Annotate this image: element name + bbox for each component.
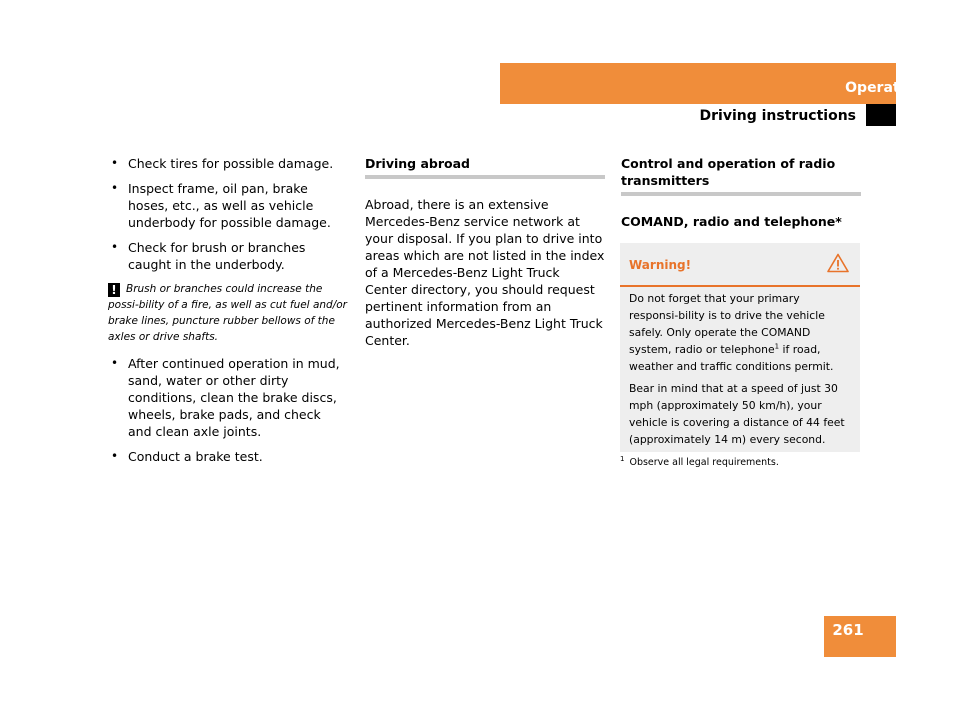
bullet-icon: • bbox=[111, 356, 119, 370]
footnote-ref: 1 bbox=[774, 342, 780, 351]
list-item-text: After continued operation in mud, sand, water or other dirty conditions, clean the brake discs, wheels, brake pads, and check and clean axle joints. bbox=[128, 356, 340, 439]
bullet-icon: • bbox=[111, 181, 119, 195]
column-right bbox=[621, 155, 861, 230]
list-item-text: Check tires for possible damage. bbox=[128, 156, 334, 171]
header-marker-block bbox=[866, 104, 896, 126]
list-item-text: Conduct a brake test. bbox=[128, 449, 263, 464]
list-item bbox=[108, 180, 348, 231]
list-item-text: Check for brush or branches caught in the underbody. bbox=[128, 240, 306, 272]
subheading-comand: COMAND, radio and telephone* bbox=[621, 214, 842, 229]
list-item bbox=[108, 155, 348, 172]
exclamation-icon: ! bbox=[108, 283, 120, 297]
page-subtitle: Driving instructions bbox=[699, 108, 856, 124]
bullet-icon: • bbox=[111, 449, 119, 463]
body-text: Abroad, there is an extensive Mercedes-Benz service network at your disposal. If you plan to drive into areas which are not listed in the index of a Mercedes-Benz Light Truck Center directory, you should request pertinent information from an authorized Mercedes-Benz Light Truck Center. bbox=[365, 197, 605, 348]
footnote-marker: 1 bbox=[620, 455, 625, 463]
list-item bbox=[108, 448, 348, 465]
warning-divider bbox=[620, 285, 860, 287]
list-item bbox=[108, 355, 348, 440]
warning-triangle-icon bbox=[827, 253, 849, 277]
bullet-icon: • bbox=[111, 240, 119, 254]
section-title: Operation bbox=[845, 80, 924, 96]
caution-note bbox=[108, 281, 348, 345]
warning-paragraph bbox=[629, 290, 851, 375]
footnote-text: Observe all legal requirements. bbox=[629, 457, 779, 468]
warning-paragraph: Bear in mind that at a speed of just 30 mph (approximately 50 km/h), your vehicle is covering a distance of 44 feet (approximately 14 m) every second. bbox=[629, 382, 845, 446]
bullet-icon: • bbox=[111, 156, 119, 170]
warning-body bbox=[629, 290, 851, 453]
warning-text: Do not forget that your primary responsi-bility is to drive the vehicle safely. Only operate the COMAND system, radio or telephone bbox=[629, 292, 825, 356]
section-header-bar bbox=[500, 63, 896, 104]
list-item bbox=[108, 239, 348, 273]
column-middle bbox=[365, 155, 605, 349]
footnote bbox=[620, 457, 779, 468]
section-heading-radio-transmitters: Control and operation of radio transmitters bbox=[621, 155, 861, 196]
warning-box bbox=[620, 243, 860, 452]
page-number: 261 bbox=[832, 621, 864, 639]
list-item-text: Inspect frame, oil pan, brake hoses, etc., as well as vehicle underbody for possible damage. bbox=[128, 181, 331, 230]
warning-text: if road, weather and traffic conditions permit. bbox=[629, 343, 834, 373]
column-left bbox=[108, 155, 348, 473]
caution-note-text: Brush or branches could increase the possi-bility of a fire, as well as cut fuel and/or brake lines, puncture rubber bellows of the axles or drive shafts. bbox=[108, 283, 347, 343]
warning-title: Warning! bbox=[629, 258, 692, 272]
section-heading-driving-abroad: Driving abroad bbox=[365, 155, 605, 179]
